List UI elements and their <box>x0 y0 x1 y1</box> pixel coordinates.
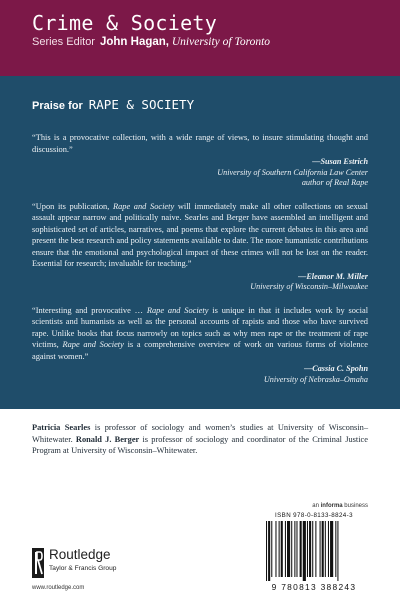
review-attribution <box>32 157 368 189</box>
barcode-bar <box>335 521 336 577</box>
series-editor-line <box>32 35 400 49</box>
review-attribution <box>32 272 368 293</box>
barcode-bar <box>287 521 290 577</box>
quote-text: is unique in that it includes work by social scientists and humanists as well as the personal accounts of rapists and those who have survived rape. Unlike books that focus narrowly on topics such as why men rape or the treatment of rape victims, <box>32 305 369 349</box>
barcode-bar <box>266 521 267 581</box>
barcode-bar <box>315 521 316 577</box>
publisher-url: www.routledge.com <box>32 585 85 591</box>
barcode-bar <box>296 521 297 577</box>
quote-book-title: Rape and Society <box>146 305 209 315</box>
review-attribution <box>32 364 368 385</box>
quote-book-title: Rape and Society <box>62 340 124 349</box>
routledge-logo <box>32 546 192 582</box>
routledge-r-mark-icon <box>32 548 44 578</box>
barcode-bar <box>320 521 321 577</box>
reviewer-affiliation: University of Southern California Law Center <box>217 167 368 177</box>
reviewer-credit: author of Real Rape <box>301 178 368 187</box>
isbn-number: ISBN 978-0-8133-8824-3 <box>275 512 353 519</box>
review-quote <box>32 305 368 363</box>
quote-text: “Upon its publication, <box>32 201 113 211</box>
series-editor-institution: University of Toronto <box>171 36 271 48</box>
barcode-bars <box>264 521 364 581</box>
informa-tagline <box>312 503 368 509</box>
praise-label: Praise for <box>32 100 83 112</box>
barcode-bar <box>312 521 313 577</box>
series-title: Crime & Society <box>32 11 218 35</box>
publisher-name: Routledge <box>49 547 111 562</box>
review-quote <box>32 201 368 270</box>
barcode-bar <box>294 521 295 577</box>
barcode-bar <box>268 521 270 581</box>
barcode-bar <box>279 521 280 577</box>
reviewer-name: —Cassia C. Spohn <box>304 364 368 373</box>
barcode-bar <box>328 521 329 577</box>
barcode-bar <box>322 521 324 577</box>
praise-heading <box>32 97 368 114</box>
barcode-bar <box>300 521 302 577</box>
quote-text: will immediately make all other collections on sexual assault appear narrow and politically naive. Searles and Berger have assembled an intelligent and sophisticated set of articles, narratives, and poems that explore the current debates in this area and present the best research and policy statements available to date. The more humanistic contributions ensure that the emotional and psychological impact of these crimes will not be lost on the reader. Essential for research; invaluable for teaching.” <box>32 201 369 268</box>
review-estrich <box>32 132 368 189</box>
barcode-bar <box>309 521 311 577</box>
publisher-group: Taylor & Francis Group <box>49 565 117 572</box>
bio-text: is professor of sociology and women’s studies at University of Wisconsin–Whitewater. <box>32 423 369 444</box>
series-editor-label: Series Editor <box>32 36 95 48</box>
reviewer-affiliation: University of Wisconsin–Milwaukee <box>250 282 368 291</box>
informa-prefix: an <box>312 503 321 509</box>
reviewer-name: —Susan Estrich <box>312 157 368 166</box>
author-name: Patricia Searles <box>32 423 91 432</box>
author-name: Ronald J. Berger <box>75 434 140 444</box>
isbn-barcode <box>258 512 370 593</box>
quote-text: “Interesting and provocative … <box>32 305 147 315</box>
praise-book-title: RAPE & SOCIETY <box>88 97 195 112</box>
informa-name: informa <box>320 503 343 509</box>
informa-suffix: business <box>342 503 368 509</box>
series-header <box>0 0 400 76</box>
barcode-bar <box>303 521 306 581</box>
reviewer-name: —Eleanor M. Miller <box>298 271 368 281</box>
praise-panel <box>0 76 400 409</box>
review-miller <box>32 201 368 293</box>
author-bio <box>32 422 368 457</box>
barcode-bar <box>291 521 292 577</box>
barcode-bar <box>281 521 283 577</box>
series-editor-name: John Hagan, <box>99 36 169 48</box>
quote-book-title: Rape and Society <box>112 201 175 211</box>
reviewer-affiliation: University of Nebraska–Omaha <box>263 374 368 384</box>
barcode-bar <box>275 521 276 577</box>
review-quote: “This is a provocative collection, with a wide range of views, to insure stimulating thought and discussion.” <box>32 133 368 154</box>
barcode-bar <box>307 521 308 577</box>
barcode-digits: 9 780813 388243 <box>271 582 357 592</box>
barcode-bar <box>285 521 286 577</box>
barcode-bar <box>271 521 272 577</box>
barcode-bar <box>330 521 333 577</box>
bio-text: is professor of sociology and coordinator of the Criminal Justice Program at University of Wisconsin–Whitewater. <box>32 434 368 456</box>
quote-text: is a comprehensive overview of work on various forms of violence against women.” <box>32 340 368 361</box>
review-spohn <box>32 305 368 386</box>
barcode-bar <box>337 521 338 581</box>
barcode-bar <box>325 521 326 577</box>
